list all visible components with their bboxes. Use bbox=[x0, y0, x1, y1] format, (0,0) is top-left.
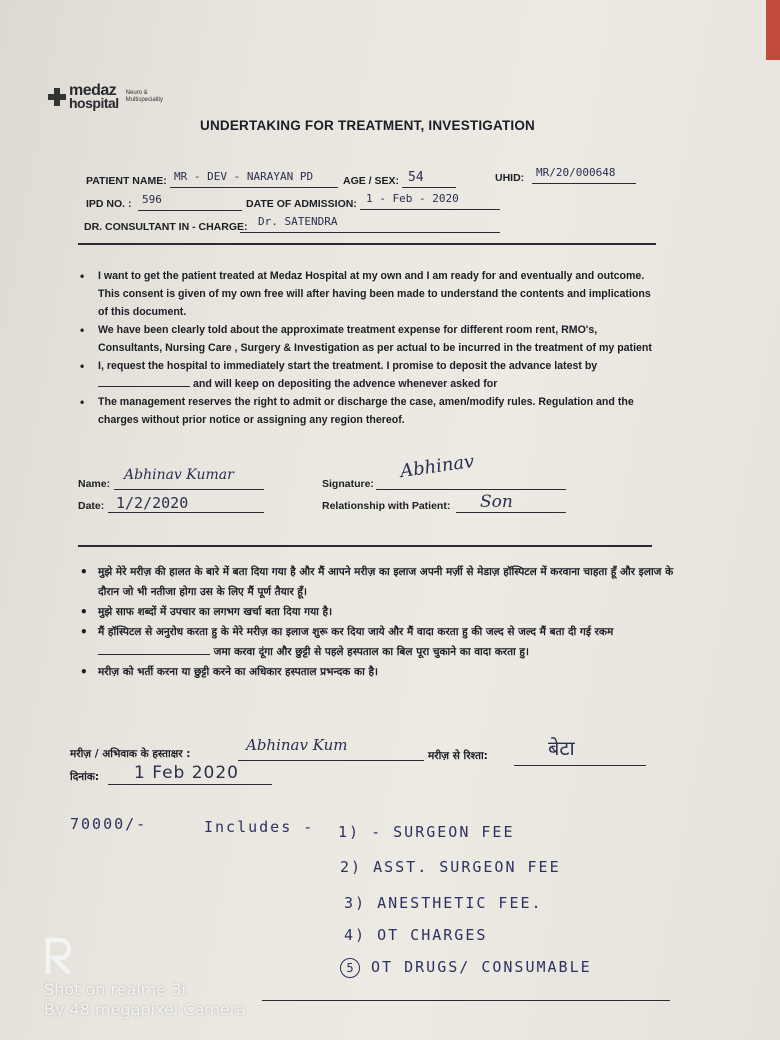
admission-date-value: 1 - Feb - 2020 bbox=[366, 192, 459, 205]
hindi-relation-label: मरीज़ से रिश्ता: bbox=[428, 750, 488, 762]
hindi-terms bbox=[78, 562, 678, 682]
bottom-ruled-line bbox=[262, 1000, 670, 1001]
uhid-value: MR/20/000648 bbox=[536, 166, 616, 179]
realme-logo-icon bbox=[44, 934, 76, 974]
patient-name-line bbox=[170, 187, 338, 188]
note-item-5-number: 5 bbox=[340, 958, 360, 978]
admission-date-label: DATE OF ADMISSION: bbox=[246, 198, 357, 210]
english-term-1: • I want to get the patient treated at Medaz Hospital at my own and I am ready for and eventually and outcome. This consent is given of my own free will after having been made to understand the contents and implications of this document. bbox=[98, 267, 656, 321]
note-item-4: 4) OT CHARGES bbox=[344, 926, 488, 944]
english-term-3-start: I, request the hospital to immediately start the treatment. I promise to deposit the advance latest by bbox=[98, 360, 598, 372]
hindi-term-3 bbox=[98, 622, 678, 662]
hospital-logo bbox=[48, 84, 163, 109]
ipd-line bbox=[138, 210, 242, 211]
note-includes: Includes - bbox=[204, 818, 315, 836]
signature-value: Abhinav bbox=[398, 450, 476, 483]
hindi-relation-value: बेटा bbox=[548, 736, 575, 760]
logo-brand bbox=[69, 84, 119, 109]
medical-cross-icon bbox=[48, 88, 66, 106]
hindi-term-4: • मरीज़ को भर्ती करना या छुट्टी करने का अधिकार हस्पताल प्रभन्दक का है। bbox=[98, 662, 678, 682]
signature-line bbox=[376, 489, 566, 490]
signer-name-line bbox=[114, 489, 264, 490]
amount-blank bbox=[98, 644, 210, 655]
age-sex-line bbox=[402, 187, 456, 188]
relationship-line bbox=[456, 512, 566, 513]
consultant-label: DR. CONSULTANT IN - CHARGE: bbox=[84, 221, 248, 233]
note-item-5 bbox=[340, 958, 592, 978]
logo-brand-line2: hospital bbox=[69, 94, 119, 111]
hindi-date-value: 1 Feb 2020 bbox=[134, 763, 239, 783]
relationship-label: Relationship with Patient: bbox=[322, 500, 451, 512]
hindi-relation-line bbox=[514, 765, 646, 766]
admission-date-line bbox=[360, 209, 500, 210]
logo-brand-line1: medaz bbox=[69, 82, 117, 99]
note-item-3: 3) ANESTHETIC FEE. bbox=[344, 894, 543, 912]
hindi-date-line bbox=[108, 784, 272, 785]
hindi-term-3-start: मैं हॉस्पिटल से अनुरोध करता हु के मेरे मरीज़ का इलाज शुरू कर दिया जाये और मैं वादा करता हु की जल्द से जल्द मैं बता दी गई रकम bbox=[98, 626, 614, 638]
hindi-term-1: • मुझे मेरे मरीज़ की हालत के बारे में बता दिया गया है और मैं आपने मरीज़ का इलाज अपनी मर्ज़ी से मेडाज़ हॉस्पिटल में करवाना चाहता हूँ और इलाज के दौरान जो भी नतीजा होगा उस के लिए मैं पूर्ण तैयार हूँ। bbox=[98, 562, 678, 602]
form-title: UNDERTAKING FOR TREATMENT, INVESTIGATION bbox=[200, 118, 535, 133]
english-term-3-end: and will keep on depositing the advence whenever asked for bbox=[192, 378, 498, 390]
ipd-value: 596 bbox=[142, 193, 162, 206]
logo-sub-line2: Multispeciality bbox=[125, 96, 164, 103]
uhid-label: UHID: bbox=[495, 172, 525, 184]
logo-sub-line1: Neuro & bbox=[125, 90, 148, 97]
hindi-signature-line bbox=[238, 760, 424, 761]
watermark-line-2: By 48 megapixel Camera bbox=[44, 1000, 247, 1019]
age-sex-label: AGE / SEX: bbox=[343, 175, 400, 187]
ipd-label: IPD NO. : bbox=[86, 198, 132, 210]
section-divider-top bbox=[78, 243, 656, 245]
english-term-4: • The management reserves the right to admit or discharge the case, amen/modify rules. Regulation and the charges without prior notice or assigning any region thereof. bbox=[98, 393, 656, 429]
section-divider-middle bbox=[78, 545, 652, 547]
age-sex-value: 54 bbox=[408, 170, 424, 185]
hindi-term-2: • मुझे साफ शब्दों में उपचार का लगभग खर्चा बता दिया गया है। bbox=[98, 602, 678, 622]
relationship-value: Son bbox=[480, 492, 513, 512]
signer-name-label: Name: bbox=[78, 478, 111, 490]
red-edge bbox=[766, 0, 780, 60]
english-term-2: • We have been clearly told about the approximate treatment expense for different room rent, RMO's, Consultants, Nursing Care , Surgery & Investigation as per actual to be incurred in the treatment of my patient bbox=[98, 321, 656, 357]
note-item-5-text: OT DRUGS/ CONSUMABLE bbox=[371, 958, 592, 976]
consultant-line bbox=[240, 232, 500, 233]
english-terms bbox=[78, 267, 656, 429]
hindi-date-label: दिनांक: bbox=[70, 771, 100, 783]
signature-label: Signature: bbox=[322, 478, 374, 490]
signer-date-line bbox=[108, 512, 264, 513]
uhid-line bbox=[532, 183, 636, 184]
consultant-value: Dr. SATENDRA bbox=[258, 215, 338, 228]
note-item-2: 2) ASST. SURGEON FEE bbox=[340, 858, 561, 876]
english-term-3 bbox=[98, 357, 656, 393]
hindi-signature-value: Abhinav Kum bbox=[246, 736, 348, 754]
note-amount: 70000/- bbox=[70, 815, 148, 833]
advance-date-blank bbox=[98, 376, 190, 387]
signer-date-label: Date: bbox=[78, 500, 105, 512]
note-item-1: 1) - SURGEON FEE bbox=[338, 823, 515, 841]
signer-name-value: Abhinav Kumar bbox=[124, 467, 234, 483]
patient-name-value: MR - DEV - NARAYAN PD bbox=[174, 170, 314, 183]
watermark-line-1: Shot on realme 3i bbox=[44, 980, 186, 999]
hindi-term-3-end: जमा करवा दूंगा और छुट्टी से पहले हस्पताल का बिल पूरा चुकाने का वादा करता हु। bbox=[213, 646, 529, 658]
hindi-signature-label: मरीज़ / अभिवाक के हस्ताक्षर : bbox=[70, 748, 191, 760]
logo-subtitle bbox=[126, 90, 163, 103]
signer-date-value: 1/2/2020 bbox=[116, 494, 189, 512]
patient-name-label: PATIENT NAME: bbox=[86, 175, 167, 187]
